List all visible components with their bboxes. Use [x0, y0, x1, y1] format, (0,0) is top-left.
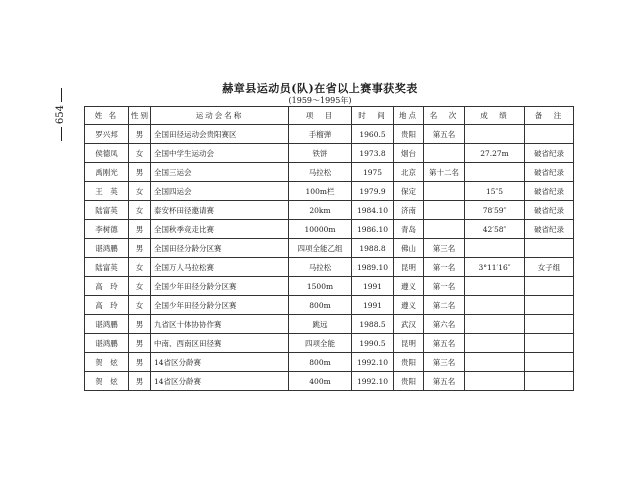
- cell-rank: 第一名: [424, 277, 465, 296]
- cell-event: 九省区十体协协作赛: [151, 315, 289, 334]
- table-title: 赫章县运动员(队)在省以上赛事获奖表: [222, 82, 418, 95]
- cell-date: 1991: [352, 277, 394, 296]
- cell-gender: 女: [129, 144, 151, 163]
- col-header-date: 时 间: [352, 107, 394, 125]
- cell-remark: 破省纪录: [525, 201, 574, 220]
- cell-place: 佛山: [394, 239, 424, 258]
- cell-name: 高 玲: [85, 296, 129, 315]
- cell-event: 全国四运会: [151, 182, 289, 201]
- cell-rank: 第三名: [424, 353, 465, 372]
- cell-item: 马拉松: [289, 258, 352, 277]
- page-number-rule-bottom: [61, 127, 62, 141]
- cell-place: 昆明: [394, 258, 424, 277]
- cell-result: [465, 277, 525, 296]
- cell-item: 四项全能: [289, 334, 352, 353]
- cell-rank: 第一名: [424, 258, 465, 277]
- cell-item: 跳远: [289, 315, 352, 334]
- cell-name: 陆富英: [85, 201, 129, 220]
- cell-gender: 男: [129, 353, 151, 372]
- table-row: [85, 182, 574, 201]
- cell-date: 1989.10: [352, 258, 394, 277]
- cell-event: 全国少年田径分龄分区赛: [151, 296, 289, 315]
- cell-place: 遵义: [394, 277, 424, 296]
- cell-result: [465, 296, 525, 315]
- page-number-text: 654: [55, 105, 66, 125]
- cell-rank: 第五名: [424, 334, 465, 353]
- cell-remark: 破省纪录: [525, 220, 574, 239]
- cell-name: 李树德: [85, 220, 129, 239]
- cell-remark: [525, 125, 574, 144]
- cell-gender: 男: [129, 220, 151, 239]
- cell-gender: 男: [129, 334, 151, 353]
- col-header-rank: 名 次: [424, 107, 465, 125]
- table-body: [85, 125, 574, 391]
- cell-rank: 第三名: [424, 239, 465, 258]
- table-row: [85, 334, 574, 353]
- cell-result: [465, 163, 525, 182]
- table-row: [85, 315, 574, 334]
- col-header-event: 运动会名称: [151, 107, 289, 125]
- cell-place: 武汉: [394, 315, 424, 334]
- cell-gender: 男: [129, 315, 151, 334]
- cell-event: 全国田径分龄分区赛: [151, 239, 289, 258]
- awards-table: [84, 106, 574, 391]
- cell-remark: [525, 334, 574, 353]
- cell-date: 1988.8: [352, 239, 394, 258]
- cell-item: 800m: [289, 353, 352, 372]
- cell-date: 1960.5: [352, 125, 394, 144]
- cell-rank: [424, 144, 465, 163]
- cell-date: 1991: [352, 296, 394, 315]
- cell-place: 贵阳: [394, 372, 424, 391]
- cell-remark: [525, 239, 574, 258]
- cell-remark: [525, 277, 574, 296]
- cell-date: 1973.8: [352, 144, 394, 163]
- cell-date: 1986.10: [352, 220, 394, 239]
- col-header-place: 地点: [394, 107, 424, 125]
- table-row: [85, 353, 574, 372]
- cell-item: 800m: [289, 296, 352, 315]
- cell-place: 北京: [394, 163, 424, 182]
- table-subtitle: (1959～1995年): [288, 96, 352, 105]
- cell-name: 罗兴邦: [85, 125, 129, 144]
- cell-result: [465, 239, 525, 258]
- cell-gender: 女: [129, 201, 151, 220]
- cell-event: 14省区分龄赛: [151, 372, 289, 391]
- cell-item: 铁饼: [289, 144, 352, 163]
- cell-result: 78′59″: [465, 201, 525, 220]
- cell-result: 15″5: [465, 182, 525, 201]
- table-row: [85, 144, 574, 163]
- cell-event: 全国田径运动会贵阳赛区: [151, 125, 289, 144]
- col-header-result: 成 绩: [465, 107, 525, 125]
- cell-remark: 破省纪录: [525, 144, 574, 163]
- cell-remark: [525, 372, 574, 391]
- cell-gender: 男: [129, 239, 151, 258]
- cell-gender: 女: [129, 182, 151, 201]
- table-row: [85, 125, 574, 144]
- cell-event: 全国秋季竞走比赛: [151, 220, 289, 239]
- cell-name: 侯德凤: [85, 144, 129, 163]
- cell-date: 1984.10: [352, 201, 394, 220]
- cell-result: 42′58″: [465, 220, 525, 239]
- cell-date: 1990.5: [352, 334, 394, 353]
- cell-place: 烟台: [394, 144, 424, 163]
- cell-name: 谌鸿鹏: [85, 315, 129, 334]
- cell-date: 1975: [352, 163, 394, 182]
- cell-place: 遵义: [394, 296, 424, 315]
- cell-event: 中南、西南区田径赛: [151, 334, 289, 353]
- cell-result: [465, 315, 525, 334]
- col-header-name: 姓 名: [85, 107, 129, 125]
- cell-remark: 破省纪录: [525, 163, 574, 182]
- cell-result: [465, 372, 525, 391]
- cell-rank: 第六名: [424, 315, 465, 334]
- cell-event: 泰安杯田径邀请赛: [151, 201, 289, 220]
- cell-result: 27.27m: [465, 144, 525, 163]
- cell-name: 禹刚光: [85, 163, 129, 182]
- table-row: [85, 296, 574, 315]
- cell-remark: [525, 353, 574, 372]
- cell-item: 四项全能乙组: [289, 239, 352, 258]
- cell-item: 1500m: [289, 277, 352, 296]
- cell-result: [465, 353, 525, 372]
- cell-name: 陆富英: [85, 258, 129, 277]
- cell-place: 青岛: [394, 220, 424, 239]
- cell-place: 昆明: [394, 334, 424, 353]
- cell-item: 400m: [289, 372, 352, 391]
- table-row: [85, 163, 574, 182]
- header-row: [85, 107, 574, 125]
- cell-place: 贵阳: [394, 353, 424, 372]
- cell-name: 贺 炫: [85, 353, 129, 372]
- cell-place: 贵阳: [394, 125, 424, 144]
- table-row: [85, 277, 574, 296]
- cell-remark: [525, 315, 574, 334]
- cell-remark: 破省纪录: [525, 182, 574, 201]
- cell-gender: 男: [129, 372, 151, 391]
- cell-date: 1992.10: [352, 372, 394, 391]
- cell-result: [465, 334, 525, 353]
- cell-result: [465, 125, 525, 144]
- cell-place: 济南: [394, 201, 424, 220]
- table-row: [85, 201, 574, 220]
- cell-date: 1979.9: [352, 182, 394, 201]
- cell-event: 全国万人马拉松赛: [151, 258, 289, 277]
- cell-date: 1988.5: [352, 315, 394, 334]
- table-row: [85, 372, 574, 391]
- cell-rank: [424, 220, 465, 239]
- cell-gender: 女: [129, 258, 151, 277]
- cell-remark: 女子组: [525, 258, 574, 277]
- cell-item: 马拉松: [289, 163, 352, 182]
- cell-place: 保定: [394, 182, 424, 201]
- cell-name: 高 玲: [85, 277, 129, 296]
- cell-rank: 第五名: [424, 372, 465, 391]
- col-header-item: 项 目: [289, 107, 352, 125]
- cell-date: 1992.10: [352, 353, 394, 372]
- cell-name: 王 英: [85, 182, 129, 201]
- cell-rank: [424, 182, 465, 201]
- cell-item: 20km: [289, 201, 352, 220]
- table-row: [85, 220, 574, 239]
- cell-rank: 第五名: [424, 125, 465, 144]
- cell-rank: [424, 201, 465, 220]
- cell-item: 100m栏: [289, 182, 352, 201]
- cell-name: 谌鸿鹏: [85, 239, 129, 258]
- cell-rank: 第二名: [424, 296, 465, 315]
- cell-rank: 第十二名: [424, 163, 465, 182]
- cell-name: 贺 炫: [85, 372, 129, 391]
- cell-item: 手榴弹: [289, 125, 352, 144]
- table-row: [85, 258, 574, 277]
- cell-gender: 女: [129, 277, 151, 296]
- cell-gender: 男: [129, 125, 151, 144]
- cell-event: 全国少年田径分龄分区赛: [151, 277, 289, 296]
- col-header-gender: 性别: [129, 107, 151, 125]
- cell-event: 14省区分龄赛: [151, 353, 289, 372]
- col-header-remark: 备 注: [525, 107, 574, 125]
- cell-name: 谌鸿鹏: [85, 334, 129, 353]
- table-row: [85, 239, 574, 258]
- cell-gender: 男: [129, 163, 151, 182]
- cell-item: 10000m: [289, 220, 352, 239]
- cell-event: 全国三运会: [151, 163, 289, 182]
- cell-result: 3°11′16″: [465, 258, 525, 277]
- cell-remark: [525, 296, 574, 315]
- cell-gender: 女: [129, 296, 151, 315]
- cell-event: 全国中学生运动会: [151, 144, 289, 163]
